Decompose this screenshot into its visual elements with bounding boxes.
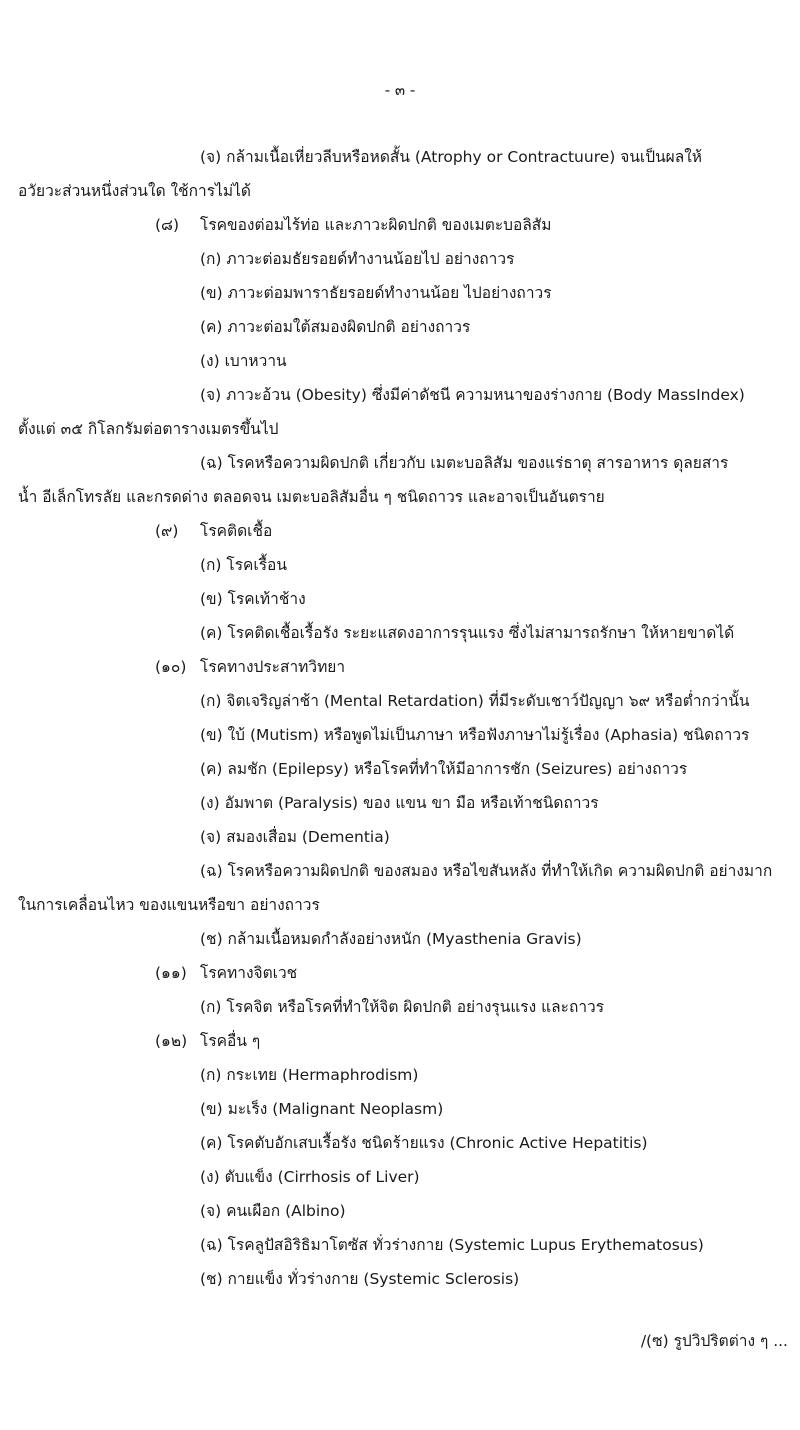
section-12-item-f: (ฉ) โรคลูปัสอิริธิมาโตซัส ทั่วร่างกาย (Systemic Lupus Erythematosus) <box>200 1236 704 1254</box>
section-9-marker: (๙) <box>155 522 179 540</box>
continuation-footer: /(ซ) รูปวิปริตต่าง ๆ ... <box>640 1332 788 1350</box>
section-12-item-g: (ช) กายแข็ง ทั่วร่างกาย (Systemic Sclerosis) <box>200 1270 520 1288</box>
section-8-item-f-continuation: น้ำ อีเล็กโทรลัย และกรดด่าง ตลอดจน เมตะบอลิสัมอื่น ๆ ชนิดถาวร และอาจเป็นอันตราย <box>18 488 605 506</box>
section-12-item-a: (ก) กระเทย (Hermaphrodism) <box>200 1066 419 1084</box>
section-12-item-d: (ง) ตับแข็ง (Cirrhosis of Liver) <box>200 1168 420 1186</box>
item-8-prev-e: (จ) กล้ามเนื้อเหี่ยวลีบหรือหดสั้น (Atrophy or Contractuure) จนเป็นผลให้ <box>200 148 703 166</box>
section-11-marker: (๑๑) <box>155 964 187 982</box>
section-9-item-b: (ข) โรคเท้าช้าง <box>200 590 306 608</box>
section-10-title: โรคทางประสาทวิทยา <box>200 658 346 676</box>
section-10-item-b: (ข) ใบ้ (Mutism) หรือพูดไม่เป็นภาษา หรือฟังภาษาไม่รู้เรื่อง (Aphasia) ชนิดถาวร <box>200 726 750 744</box>
section-10-item-f-continuation: ในการเคลื่อนไหว ของแขนหรือขา อย่างถาวร <box>18 896 320 914</box>
section-12-title: โรคอื่น ๆ <box>200 1032 261 1050</box>
section-8-item-e-continuation: ตั้งแต่ ๓๕ กิโลกรัมต่อตารางเมตรขึ้นไป <box>18 420 279 438</box>
section-12-item-e: (จ) คนเผือก (Albino) <box>200 1202 346 1220</box>
section-8-item-a: (ก) ภาวะต่อมธัยรอยด์ทำงานน้อยไป อย่างถาวร <box>200 250 515 268</box>
section-9-item-a: (ก) โรคเรื้อน <box>200 556 287 574</box>
section-12-item-c: (ค) โรคตับอักเสบเรื้อรัง ชนิดร้ายแรง (Chronic Active Hepatitis) <box>200 1134 648 1152</box>
section-10-item-a: (ก) จิตเจริญล่าช้า (Mental Retardation) ที่มีระดับเชาว์ปัญญา ๖๙ หรือต่ำกว่านั้น <box>200 692 750 710</box>
section-11-title: โรคทางจิตเวช <box>200 964 298 982</box>
section-10-item-f: (ฉ) โรคหรือความผิดปกติ ของสมอง หรือไขสันหลัง ที่ทำให้เกิด ความผิดปกติ อย่างมาก <box>200 862 773 880</box>
section-9-title: โรคติดเชื้อ <box>200 522 273 540</box>
page-number: - ๓ - <box>384 81 416 99</box>
section-10-item-c: (ค) ลมชัก (Epilepsy) หรือโรคที่ทำให้มีอาการชัก (Seizures) อย่างถาวร <box>200 760 688 778</box>
section-8-marker: (๘) <box>155 216 180 234</box>
section-10-item-e: (จ) สมองเสื่อม (Dementia) <box>200 828 390 846</box>
section-8-item-f: (ฉ) โรคหรือความผิดปกติ เกี่ยวกับ เมตะบอลิสัม ของแร่ธาตุ สารอาหาร ดุลยสาร <box>200 454 729 472</box>
section-8-item-c: (ค) ภาวะต่อมใต้สมองผิดปกติ อย่างถาวร <box>200 318 471 336</box>
section-8-title: โรคของต่อมไร้ท่อ และภาวะผิดปกติ ของเมตะบอลิสัม <box>200 216 552 234</box>
section-10-item-d: (ง) อัมพาต (Paralysis) ของ แขน ขา มือ หรือเท้าชนิดถาวร <box>200 794 599 812</box>
section-12-item-b: (ข) มะเร็ง (Malignant Neoplasm) <box>200 1100 444 1118</box>
section-8-item-b: (ข) ภาวะต่อมพาราธัยรอยด์ทำงานน้อย ไปอย่างถาวร <box>200 284 552 302</box>
section-11-item-a: (ก) โรคจิต หรือโรคที่ทำให้จิต ผิดปกติ อย่างรุนแรง และถาวร <box>200 998 605 1016</box>
section-10-marker: (๑๐) <box>155 658 187 676</box>
section-9-item-c: (ค) โรคติดเชื้อเรื้อรัง ระยะแสดงอาการรุนแรง ซึ่งไม่สามารถรักษา ให้หายขาดได้ <box>200 624 735 642</box>
section-8-item-d: (ง) เบาหวาน <box>200 352 287 370</box>
section-8-item-e: (จ) ภาวะอ้วน (Obesity) ซึ่งมีค่าดัชนี ความหนาของร่างกาย (Body MassIndex) <box>200 386 745 404</box>
section-12-marker: (๑๒) <box>155 1032 188 1050</box>
item-8-prev-e-continuation: อวัยวะส่วนหนึ่งส่วนใด ใช้การไม่ได้ <box>18 182 251 200</box>
section-10-item-g: (ช) กล้ามเนื้อหมดกำลังอย่างหนัก (Myasthenia Gravis) <box>200 930 582 948</box>
